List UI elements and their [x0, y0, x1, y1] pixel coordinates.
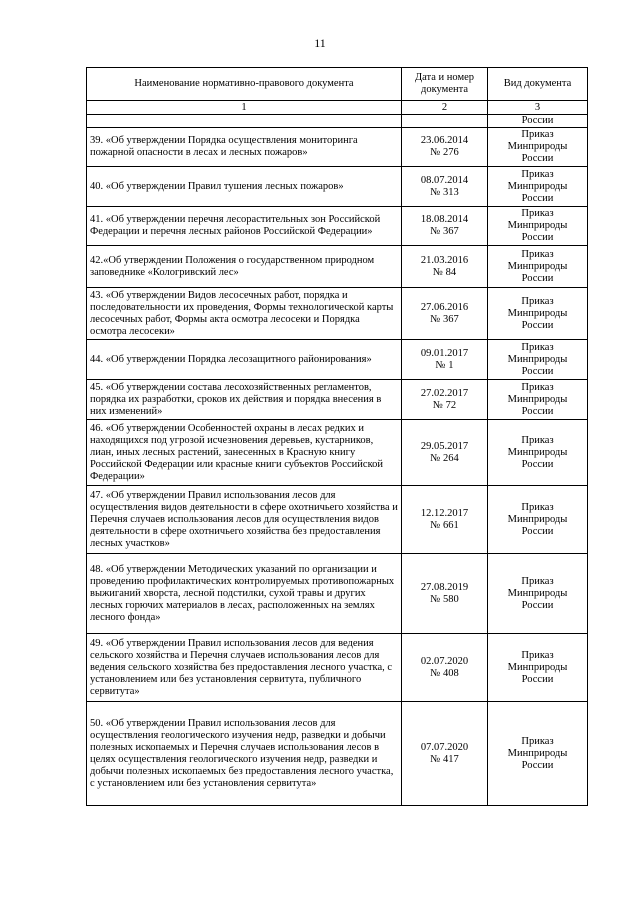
column-number: 3: [488, 101, 588, 115]
document-number: № 84: [432, 266, 457, 278]
table-row: [87, 554, 588, 634]
date-number-cell: [402, 288, 488, 340]
document-name-cell: 50. «Об утверждении Правил использования лесов для осуществления геологического изучения недр, разведки и добычи полезных ископаемых и Перечня случаев использования лесов в целях осуществления геологического изучения недр, разведки и добычи полезных ископаемых без предоставления лесного участка, с установлением или без установления сервитута»: [87, 702, 402, 806]
date-number-cell: [402, 380, 488, 420]
document-type-cell: Приказ Минприроды России: [488, 634, 588, 702]
document-name-cell: 49. «Об утверждении Правил использования лесов для ведения сельского хозяйства и Перечня случаев использования лесов для ведения сельского хозяйства без предоставления лесного участка, с установлением или без установления сервитута, публичного сервитута»: [87, 634, 402, 702]
table-row: [87, 167, 588, 207]
table-row: [87, 702, 588, 806]
document-date: 09.01.2017: [420, 347, 469, 359]
date-number-cell: [402, 420, 488, 486]
document-type-cell: Приказ Минприроды России: [488, 246, 588, 288]
date-number-cell: [402, 634, 488, 702]
document-name-cell: 46. «Об утверждении Особенностей охраны в лесах редких и находящихся под угрозой исчезновения деревьев, кустарников, лиан, иных лесных растений, занесенных в Красную книгу Российской Федерации или красные книги субъектов Российской Федерации»: [87, 420, 402, 486]
date-number-cell: [402, 340, 488, 380]
document-number: № 367: [430, 226, 459, 237]
document-type-cell: Приказ Минприроды России: [488, 167, 588, 207]
continuation-text: России: [488, 115, 588, 128]
table-row: [87, 486, 588, 554]
document-number: № 408: [430, 667, 459, 679]
document-date: 12.12.2017: [420, 507, 469, 519]
table-row: [87, 380, 588, 420]
document-date: 27.06.2016: [420, 301, 469, 313]
table-row: [87, 128, 588, 167]
continuation-cell: [87, 115, 402, 128]
document-date: 29.05.2017: [420, 440, 469, 452]
date-number-cell: [402, 702, 488, 806]
document-type-cell: Приказ Минприроды России: [488, 207, 588, 246]
document-number: № 661: [430, 519, 459, 531]
date-number-cell: [402, 167, 488, 207]
table-row: [87, 246, 588, 288]
table-row: [87, 207, 588, 246]
document-date: 18.08.2014: [420, 214, 469, 225]
document-type-cell: Приказ Минприроды России: [488, 340, 588, 380]
document-name-cell: 44. «Об утверждении Порядка лесозащитного районирования»: [87, 340, 402, 380]
document-name-cell: 45. «Об утверждении состава лесохозяйственных регламентов, порядка их разработки, сроков их действия и порядка внесения в них изменений»: [87, 380, 402, 420]
document-number: № 264: [430, 452, 459, 464]
document-date: 02.07.2020: [420, 655, 469, 667]
header-row: [87, 68, 588, 101]
continuation-row: [87, 115, 588, 128]
header-document-name: Наименование нормативно-правового документа: [87, 68, 402, 101]
date-number-cell: [402, 246, 488, 288]
document-name-cell: 39. «Об утверждении Порядка осуществления мониторинга пожарной опасности в лесах и лесных пожаров»: [87, 128, 402, 167]
column-number: 2: [402, 101, 488, 115]
document-date: 08.07.2014: [420, 174, 469, 186]
document-number: № 367: [430, 313, 459, 325]
document-type-cell: Приказ Минприроды России: [488, 486, 588, 554]
date-number-cell: [402, 486, 488, 554]
document-date: 21.03.2016: [420, 254, 469, 266]
table-row: [87, 340, 588, 380]
document-type-cell: Приказ Минприроды России: [488, 288, 588, 340]
document-type-cell: Приказ Минприроды России: [488, 380, 588, 420]
document-number: № 313: [430, 186, 459, 198]
document-name-cell: 47. «Об утверждении Правил использования лесов для осуществления видов деятельности в сфере охотничьего хозяйства и Перечня случаев использования лесов для осуществления видов деятельности в сфере охотничьего хозяйства без предоставления лесных участков»: [87, 486, 402, 554]
date-number-cell: [402, 207, 488, 246]
document-date: 27.08.2019: [420, 581, 469, 593]
date-number-cell: [402, 128, 488, 167]
document-name-cell: 40. «Об утверждении Правил тушения лесных пожаров»: [87, 167, 402, 207]
table-row: [87, 420, 588, 486]
document-number: № 580: [430, 593, 459, 605]
regulatory-documents-table: [86, 67, 588, 806]
table-row: [87, 634, 588, 702]
column-number: 1: [87, 101, 402, 115]
column-number-row: [87, 101, 588, 115]
header-document-type: Вид документа: [488, 68, 588, 101]
document-number: № 72: [432, 399, 457, 411]
document-name-cell: 43. «Об утверждении Видов лесосечных работ, порядка и последовательности их проведения, Формы технологической карты лесосечных работ, Формы акта осмотра лесосеки и Порядка осмотра лесосеки»: [87, 288, 402, 340]
document-name-cell: 41. «Об утверждении перечня лесорастительных зон Российской Федерации и перечня лесных районов Российской Федерации»: [87, 207, 402, 246]
continuation-cell: [402, 115, 488, 128]
document-type-cell: Приказ Минприроды России: [488, 420, 588, 486]
document-name-cell: 42.«Об утверждении Положения о государственном природном заповеднике «Кологривский лес»: [87, 246, 402, 288]
table-row: [87, 288, 588, 340]
document-number: № 276: [430, 147, 459, 158]
page-number: 11: [314, 36, 326, 50]
document-date: 07.07.2020: [420, 741, 469, 753]
header-date-number: Дата и номер документа: [402, 68, 488, 101]
document-number: № 417: [430, 753, 459, 765]
document-type-cell: Приказ Минприроды России: [488, 554, 588, 634]
document-date: 27.02.2017: [420, 387, 469, 399]
document-date: 23.06.2014: [420, 135, 469, 146]
document-type-cell: Приказ Минприроды России: [488, 128, 588, 167]
document-type-cell: Приказ Минприроды России: [488, 702, 588, 806]
date-number-cell: [402, 554, 488, 634]
document-number: № 1: [435, 359, 454, 371]
document-name-cell: 48. «Об утверждении Методических указаний по организации и проведению профилактических контролируемых противопожарных выжиганий хворста, лесной подстилки, сухой травы и других лесных горючих материалов в лесах, расположенных на землях лесного фонда»: [87, 554, 402, 634]
